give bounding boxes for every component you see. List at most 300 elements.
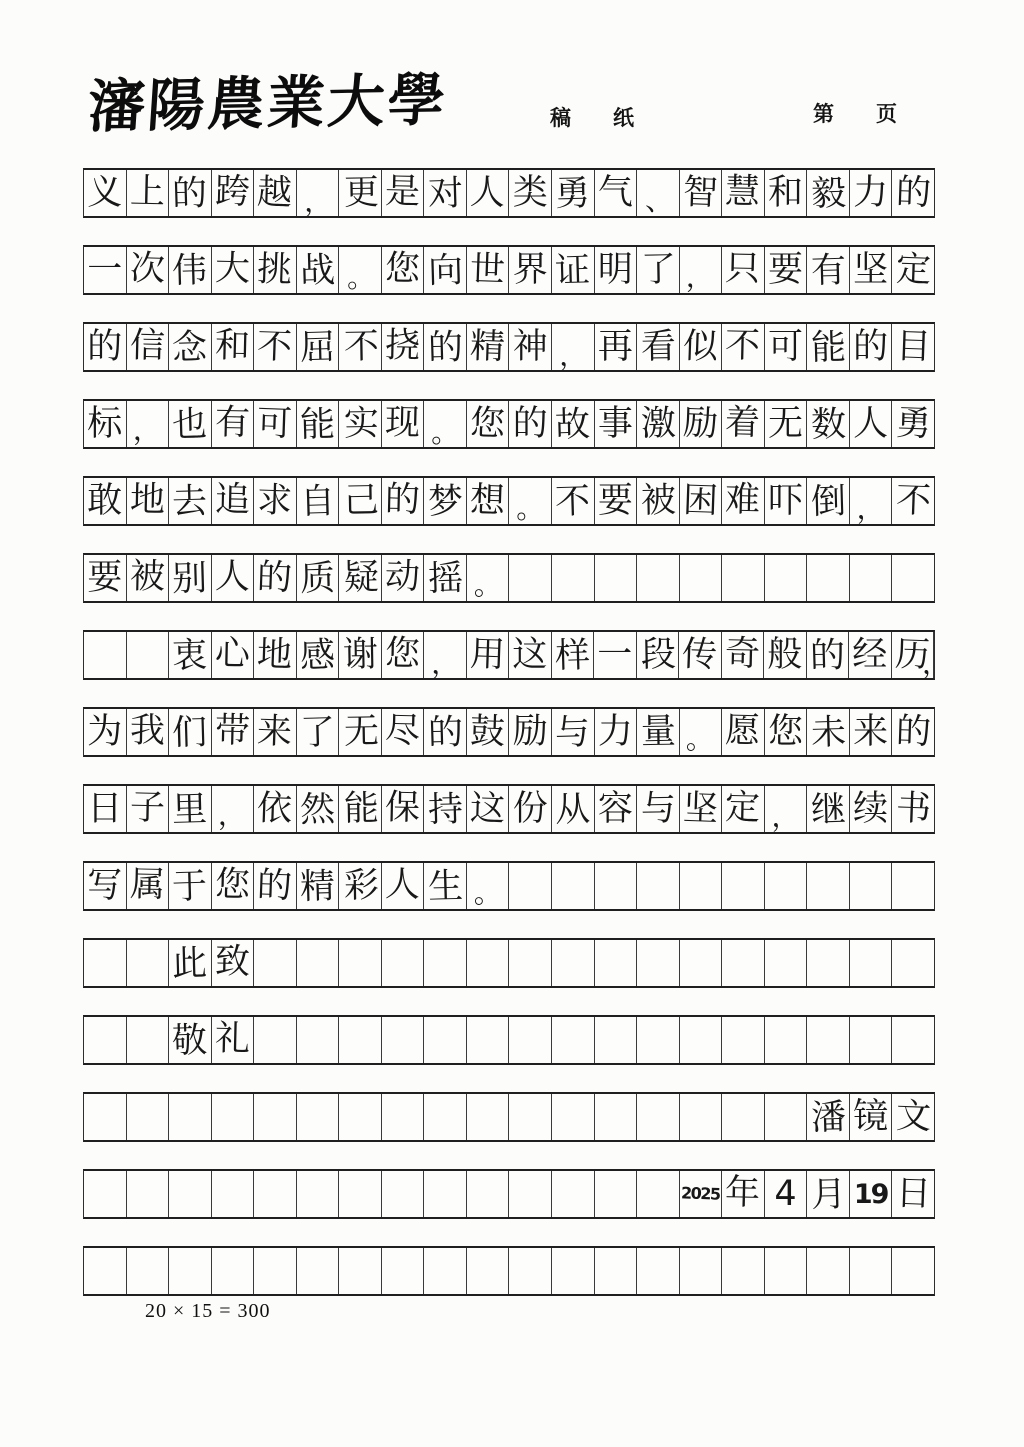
handwritten-character: 容 [597, 788, 633, 829]
grid-cell [212, 1171, 255, 1217]
grid-cell [382, 170, 425, 216]
grid-cell [509, 1248, 552, 1294]
handwritten-character: 了 [299, 712, 336, 753]
grid-cell [722, 247, 765, 293]
handwritten-character: 无 [768, 403, 804, 444]
grid-cell [637, 1171, 680, 1217]
handwritten-character: 和 [214, 325, 251, 366]
grid-cell [765, 170, 808, 216]
grid-cell [297, 247, 340, 293]
grid-cell [254, 1171, 297, 1217]
grid-cell [765, 478, 808, 524]
grid-cell [849, 632, 892, 678]
handwritten-character: 自 [299, 481, 336, 522]
grid-cell [765, 555, 808, 601]
grid-cell [424, 1248, 467, 1294]
grid-cell [382, 1017, 425, 1063]
handwritten-character: 次 [129, 248, 166, 289]
grid-cell [595, 401, 638, 447]
grid-cell [169, 247, 212, 293]
handwritten-character: 数 [810, 404, 847, 445]
handwritten-character: 、 [644, 183, 674, 218]
handwritten-character: 年 [725, 1172, 761, 1213]
grid-row [83, 476, 935, 526]
handwritten-character: 励 [512, 711, 548, 752]
grid-cell [212, 940, 255, 986]
handwritten-character: 定 [894, 248, 932, 291]
grid-row [83, 322, 935, 372]
grid-cell [297, 478, 340, 524]
grid-cell [297, 1094, 340, 1140]
handwritten-character: 子 [129, 787, 166, 828]
grid-cell [637, 247, 680, 293]
handwritten-character: 的 [853, 326, 889, 367]
handwritten-character: 励 [682, 402, 719, 445]
grid-cell [254, 632, 297, 678]
handwritten-character: 的 [384, 479, 421, 520]
grid-cell [722, 324, 765, 370]
grid-cell [297, 1171, 340, 1217]
grid-cell [169, 324, 212, 370]
handwritten-character: ， [430, 646, 460, 681]
grid-row [83, 1015, 935, 1065]
grid-cell [679, 632, 722, 678]
grid-cell [637, 555, 680, 601]
handwritten-character: ， [771, 800, 800, 833]
handwritten-character: 人 [469, 171, 506, 214]
grid-cell [339, 401, 382, 447]
grid-cell [680, 1248, 723, 1294]
grid-cell [552, 863, 595, 909]
handwritten-character: 气 [597, 172, 633, 213]
grid-cell [127, 709, 170, 755]
grid-cell [680, 940, 723, 986]
handwritten-character: 被 [129, 556, 166, 597]
grid-cell [637, 170, 680, 216]
grid-cell [339, 478, 382, 524]
grid-cell [595, 786, 638, 832]
grid-cell [297, 324, 340, 370]
handwritten-character: 看 [641, 326, 677, 367]
grid-cell [552, 709, 595, 755]
grid-cell [552, 786, 595, 832]
grid-cell [637, 401, 680, 447]
grid-cell [680, 1171, 723, 1217]
handwritten-character: 段 [640, 634, 677, 675]
handwritten-character: 似 [682, 325, 719, 368]
handwritten-character: 质 [299, 558, 336, 599]
handwritten-character: 上 [129, 171, 166, 212]
grid-cell [254, 247, 297, 293]
grid-cell [807, 863, 850, 909]
grid-cell [680, 170, 723, 216]
handwritten-character: 精 [299, 866, 336, 907]
grid-cell [424, 555, 467, 601]
handwritten-character: 有 [810, 250, 847, 291]
handwritten-character: 写 [87, 865, 123, 906]
grid-cell [84, 632, 127, 678]
grid-cell [127, 401, 170, 447]
grid-cell [595, 1017, 638, 1063]
handwritten-character: 事 [597, 403, 633, 444]
grid-cell [467, 247, 510, 293]
grid-cell [892, 555, 934, 601]
grid-cell [127, 1094, 170, 1140]
grid-row [83, 938, 935, 988]
handwritten-character: 历 [894, 633, 931, 676]
grid-cell [680, 1094, 723, 1140]
grid-cell [892, 170, 934, 216]
grid-cell [467, 170, 510, 216]
grid-cell [637, 632, 680, 678]
handwritten-character: 经 [852, 634, 888, 675]
grid-cell [637, 863, 680, 909]
grid-cell [254, 1094, 297, 1140]
handwritten-character: 人 [384, 864, 421, 905]
grid-cell [680, 247, 723, 293]
grid-cell [552, 1248, 595, 1294]
handwritten-character: 摇 [427, 558, 464, 599]
handwritten-character: 去 [171, 481, 208, 522]
handwritten-character: 。 [516, 492, 545, 525]
grid-cell [169, 863, 212, 909]
handwritten-character: 不 [725, 325, 761, 366]
handwritten-character: 继 [810, 789, 847, 830]
grid-cell [382, 401, 425, 447]
handwritten-character: 信 [129, 325, 166, 366]
grid-cell [552, 324, 595, 373]
handwritten-character: 挑 [256, 248, 294, 291]
handwritten-character: 的 [512, 403, 548, 444]
grid-cell [254, 324, 297, 370]
paper-type-label: 稿 纸 [550, 106, 634, 130]
handwritten-character: 敢 [87, 480, 123, 521]
grid-cell [169, 170, 212, 216]
handwritten-character: 可 [256, 402, 294, 445]
handwritten-character: 不 [894, 479, 932, 522]
handwritten-character: 要 [768, 249, 804, 290]
grid-cell [467, 555, 510, 601]
grid-cell [467, 632, 510, 678]
grid-cell [765, 247, 808, 293]
handwritten-character: 一 [87, 249, 123, 290]
grid-row [83, 399, 935, 449]
handwritten-character: 界 [512, 249, 548, 290]
handwritten-character: 带 [214, 710, 251, 751]
grid-cell [339, 170, 382, 216]
grid-cell [254, 401, 297, 447]
grid-cell [84, 786, 127, 832]
grid-cell [169, 940, 212, 986]
grid-cell [84, 940, 127, 986]
grid-cell [212, 786, 255, 832]
handwritten-character: 屈 [299, 327, 336, 368]
handwritten-character: 证 [554, 250, 591, 291]
handwritten-character: 疑 [343, 557, 379, 598]
grid-cell [509, 1094, 552, 1140]
handwritten-character: 标 [87, 403, 123, 444]
grid-cell [637, 1017, 680, 1063]
grid-cell [127, 555, 170, 601]
grid-cell [169, 1171, 212, 1217]
grid-cell [892, 786, 934, 832]
grid-cell [254, 1248, 297, 1294]
handwritten-character: 为 [87, 711, 123, 752]
grid-cell [552, 247, 595, 293]
grid-cell [509, 709, 552, 755]
handwritten-character: 不 [256, 325, 294, 368]
handwritten-character: 属 [129, 864, 166, 905]
grid-cell [297, 632, 340, 678]
handwritten-character: 可 [768, 326, 804, 367]
grid-cell [850, 1017, 893, 1063]
grid-cell [212, 170, 255, 216]
grid-cell [84, 709, 127, 755]
handwritten-character: 能 [299, 404, 336, 445]
handwritten-character: 保 [384, 787, 421, 828]
grid-cell [212, 1094, 255, 1140]
handwritten-character: 人 [853, 403, 889, 444]
handwritten-character: 。 [430, 415, 460, 450]
manuscript-grid [83, 168, 950, 1323]
handwritten-character: 敬 [171, 1020, 208, 1061]
handwritten-character: 大 [214, 248, 251, 289]
grid-cell [297, 555, 340, 601]
page-number-label: 第 页 [813, 102, 897, 126]
grid-cell [595, 478, 638, 524]
grid-cell [807, 1017, 850, 1063]
handwritten-character: 您 [384, 248, 421, 289]
handwritten-character: 向 [427, 250, 464, 291]
grid-cell [850, 247, 893, 293]
grid-cell [127, 1171, 170, 1217]
grid-cell [84, 1017, 127, 1063]
grid-cell [850, 324, 893, 370]
grid-row [83, 861, 935, 911]
grid-cell [382, 632, 425, 678]
grid-cell [424, 786, 467, 832]
handwritten-character: 坚 [682, 787, 719, 830]
grid-row [83, 630, 950, 681]
grid-cell [382, 1171, 425, 1217]
grid-cell [84, 1248, 127, 1294]
handwritten-character: 您 [214, 864, 251, 905]
grid-cell [424, 324, 467, 370]
handwritten-character: 。 [473, 876, 503, 911]
handwritten-character: 依 [256, 787, 294, 830]
handwritten-character: 人 [214, 556, 251, 597]
handwritten-character: 倒 [810, 481, 847, 522]
grid-cell [807, 940, 850, 986]
grid-cell [892, 940, 934, 986]
grid-cell [637, 1094, 680, 1140]
grid-cell [424, 401, 467, 450]
grid-cell [680, 555, 723, 601]
grid-row [83, 784, 935, 834]
grid-cell [467, 863, 510, 909]
grid-row [83, 553, 935, 603]
grid-cell [212, 863, 255, 909]
handwritten-character: 要 [87, 557, 123, 598]
handwritten-character: 来 [256, 710, 294, 753]
grid-cell [509, 555, 552, 601]
handwritten-character: ， [218, 798, 247, 833]
handwritten-character: 是 [384, 171, 421, 212]
grid-row [83, 1246, 935, 1296]
grid-cell [680, 786, 723, 832]
handwritten-character: 续 [853, 788, 889, 829]
grid-cell [892, 1248, 934, 1294]
grid-cell [297, 1017, 340, 1063]
grid-cell [807, 478, 850, 524]
grid-cell [169, 1017, 212, 1063]
grid-cell [680, 863, 723, 909]
handwritten-character: 力 [853, 172, 889, 213]
grid-cell [382, 247, 425, 293]
grid-cell [169, 1248, 212, 1294]
grid-cell [127, 170, 170, 216]
grid-cell [722, 1094, 765, 1140]
handwritten-character: 地 [256, 633, 293, 676]
grid-cell [722, 401, 765, 447]
grid-cell [765, 1094, 808, 1140]
handwritten-character: 感 [299, 635, 336, 676]
handwritten-character: 尽 [384, 710, 421, 751]
overflow-comma: ， [921, 648, 950, 679]
grid-cell [892, 1017, 934, 1063]
handwritten-character: 跨 [214, 171, 251, 212]
grid-cell [467, 1094, 510, 1140]
handwritten-character: 与 [554, 712, 591, 753]
grid-cell [552, 940, 595, 986]
grid-cell [382, 555, 425, 601]
grid-cell [807, 709, 850, 755]
grid-cell [382, 1248, 425, 1294]
grid-cell [595, 863, 638, 909]
grid-cell [765, 1017, 808, 1063]
handwritten-character: 类 [512, 172, 548, 213]
grid-cell [169, 478, 212, 524]
handwritten-character: 然 [299, 789, 336, 830]
grid-cell [467, 478, 510, 524]
handwritten-character: 故 [554, 404, 591, 445]
handwritten-character: ， [132, 413, 162, 448]
grid-cell [467, 940, 510, 986]
grid-cell [467, 786, 510, 832]
handwritten-character: 的 [427, 712, 464, 753]
grid-cell [764, 632, 807, 678]
grid-cell [509, 1017, 552, 1063]
university-logo: 瀋陽農業大學 [85, 66, 450, 141]
handwritten-character: 月 [810, 1174, 847, 1215]
grid-cell [339, 1248, 382, 1294]
handwritten-character: 的 [256, 556, 294, 599]
grid-cell [850, 555, 893, 601]
grid-cell [722, 170, 765, 216]
grid-cell [850, 863, 893, 909]
grid-cell [765, 940, 808, 986]
handwritten-character: 更 [343, 172, 379, 213]
handwritten-character: 用 [469, 633, 506, 676]
grid-cell [595, 170, 638, 216]
grid-cell [382, 786, 425, 832]
handwritten-character: 毅 [810, 173, 847, 214]
handwritten-character: 困 [682, 479, 719, 522]
handwritten-character: 的 [427, 327, 464, 368]
grid-cell [127, 1017, 170, 1063]
handwritten-character: 这 [512, 634, 548, 675]
grid-cell [254, 170, 297, 216]
handwritten-character: 精 [469, 325, 506, 368]
grid-cell [722, 632, 765, 678]
grid-cell [807, 324, 850, 370]
grid-cell [424, 478, 467, 524]
grid-cell [169, 786, 212, 832]
grid-cell [424, 1171, 467, 1217]
handwritten-character: 的 [171, 173, 208, 214]
handwritten-character: 的 [809, 635, 846, 676]
handwritten-character: 挠 [384, 325, 421, 366]
grid-cell [680, 1017, 723, 1063]
handwritten-character: 追 [214, 479, 251, 520]
handwritten-character: 从 [554, 789, 591, 830]
grid-cell [424, 863, 467, 909]
grid-cell [212, 1017, 255, 1063]
grid-cell [297, 1248, 340, 1294]
grid-cell [127, 863, 170, 909]
handwritten-character: 彩 [343, 865, 379, 906]
grid-cell [637, 940, 680, 986]
grid-cell [892, 478, 934, 524]
grid-cell [637, 324, 680, 370]
handwritten-character: 您 [384, 633, 421, 674]
handwritten-character: 只 [725, 248, 761, 289]
grid-cell [509, 632, 552, 678]
handwritten-character: 2025 [680, 1183, 721, 1204]
handwritten-character: 礼 [214, 1018, 251, 1059]
grid-cell [212, 478, 255, 524]
grid-cell [84, 1171, 127, 1217]
grid-cell [127, 940, 170, 986]
grid-cell [722, 1171, 765, 1217]
grid-cell [84, 324, 127, 370]
grid-row [83, 168, 935, 218]
grid-cell [509, 170, 552, 216]
grid-cell [509, 786, 552, 832]
grid-capacity-formula: 20 × 15 = 300 [145, 1300, 271, 1322]
grid-cell [680, 401, 723, 447]
handwritten-character: 梦 [427, 481, 464, 522]
handwritten-character: 吓 [768, 480, 804, 521]
grid-cell [84, 401, 127, 447]
grid-cell [722, 478, 765, 524]
handwritten-character: ， [856, 492, 885, 525]
grid-cell [339, 555, 382, 601]
handwritten-character: 衷 [171, 635, 208, 676]
grid-cell [807, 1248, 850, 1294]
grid-cell [892, 709, 934, 755]
grid-cell [212, 632, 255, 678]
handwritten-character: 日 [87, 788, 123, 829]
grid-cell [850, 401, 893, 447]
grid-cell [339, 632, 382, 678]
grid-cell [807, 555, 850, 601]
handwritten-character: 生 [427, 866, 464, 907]
grid-cell [254, 786, 297, 832]
grid-cell [637, 478, 680, 524]
handwritten-character: 来 [853, 711, 889, 752]
grid-cell [680, 709, 723, 755]
